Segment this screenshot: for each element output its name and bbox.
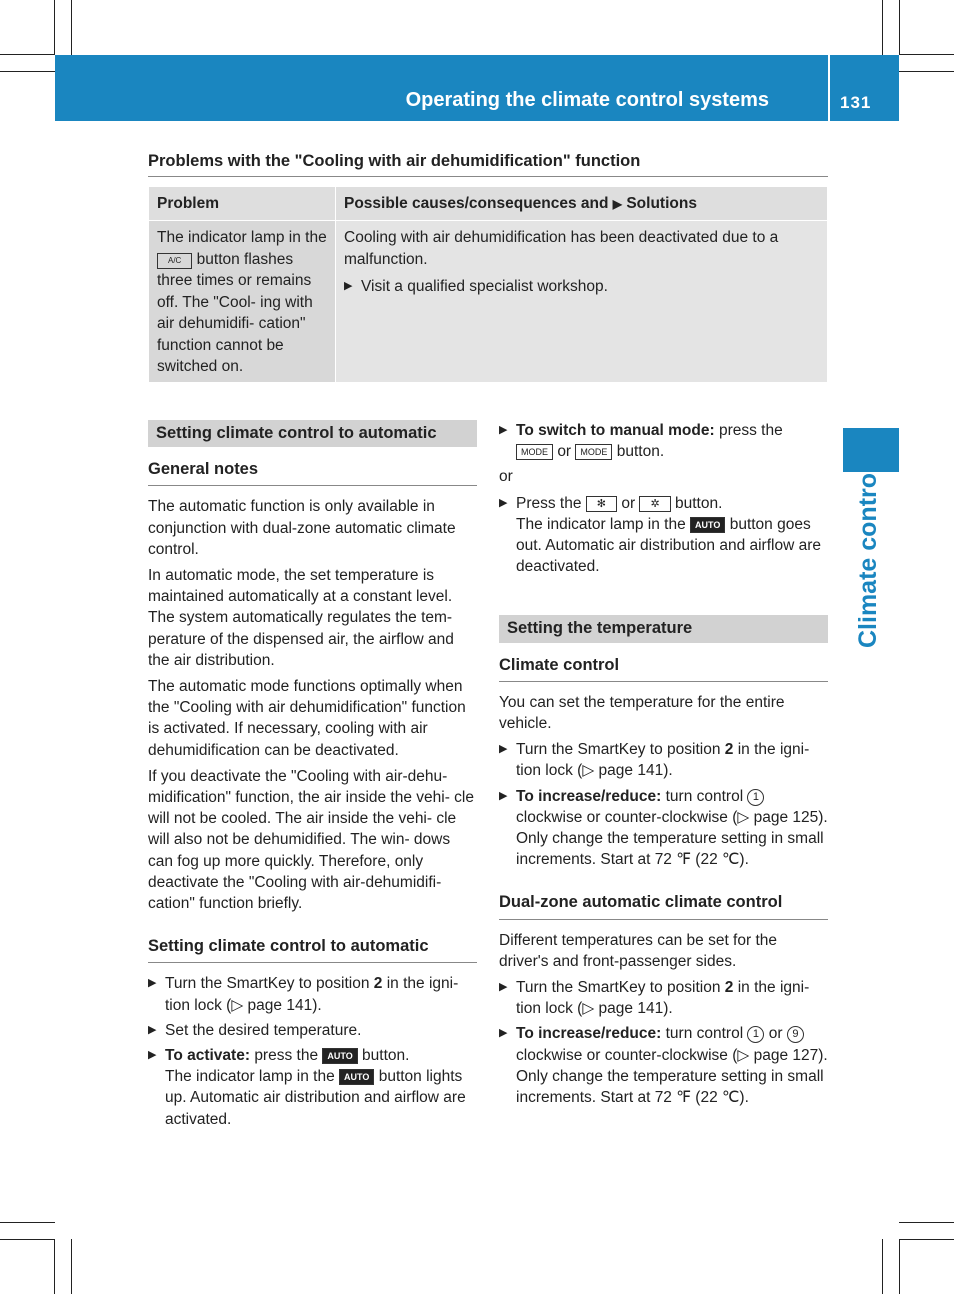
step-text: press the xyxy=(254,1047,319,1065)
step-arrow-icon: ▶ xyxy=(148,1049,157,1062)
cause-text: Cooling with air dehumidification has been deactivated due to a malfunction. xyxy=(344,229,779,268)
instruction-step xyxy=(148,1020,477,1041)
step-note: button goes out. Automatic air distribution and airflow are deactivated. xyxy=(516,515,821,576)
problem-text-pre: The indicator lamp in the xyxy=(157,229,327,246)
step-text: press the xyxy=(718,422,783,439)
instruction-step xyxy=(499,977,828,1019)
mode-up-button-icon: MODE xyxy=(516,444,553,460)
step-text: button. xyxy=(674,494,723,512)
problem-cell xyxy=(149,221,336,383)
step-text: clockwise or counter-clockwise (▷ page 127). Only change the temperature setting in small increments. Start at 72 ℉ (22 ℃). xyxy=(516,1046,828,1107)
shaded-section-title: Setting the temperature xyxy=(499,615,828,642)
step-note: The indicator lamp in the xyxy=(165,1068,335,1086)
side-section-label: Climate control xyxy=(854,466,882,648)
col-solutions xyxy=(336,187,828,221)
paragraph: In automatic mode, the set temperature is maintained automatically at a constant level. The system automatically regulates the tem- perature of the dispensed air, the airflow and the air distribution. xyxy=(148,567,454,669)
right-column xyxy=(499,420,828,1112)
or-separator: or xyxy=(499,468,513,486)
crop-mark xyxy=(0,71,55,72)
step-text: in the igni- tion lock (▷ page 141). xyxy=(516,741,810,780)
step-text: clockwise or counter-clockwise (▷ page 125). Only change the temperature setting in small increments. Start at 72 ℉ (22 ℃). xyxy=(516,808,828,869)
step-text: Turn the SmartKey to position xyxy=(165,975,370,993)
auto-button-icon: AUTO xyxy=(339,1069,374,1085)
mode-down-button-icon: MODE xyxy=(575,444,612,460)
step-arrow-icon: ▶ xyxy=(499,496,508,509)
step-text: Turn the SmartKey to position xyxy=(516,741,721,759)
step-text: in the igni- tion lock (▷ page 141). xyxy=(165,975,459,1014)
step-text: Set the desired temperature. xyxy=(165,1021,362,1039)
paragraph: If you deactivate the "Cooling with air-dehu- midification" function, the air inside the vehi- cle will not be cooled. The air inside the vehi- cle will also not be dehumidified. The win- dows can fog up more quickly. Therefore, only deactivate the "Cooling with air-dehumidifi- cation" function briefly. xyxy=(148,767,474,913)
auto-subsection-title: Setting climate control to automatic xyxy=(148,936,477,963)
crop-mark xyxy=(71,1239,72,1294)
position-number: 2 xyxy=(724,979,734,997)
step-text: or xyxy=(557,443,572,461)
problems-table xyxy=(148,186,828,383)
control-number-icon: 1 xyxy=(747,1026,764,1043)
fan-up-button-icon: ✻ xyxy=(586,496,617,512)
crop-mark xyxy=(899,0,900,55)
col-problem: Problem xyxy=(149,187,336,221)
solution-cell xyxy=(336,221,828,383)
step-text: button. xyxy=(362,1047,410,1065)
crop-mark xyxy=(54,0,55,55)
crop-mark xyxy=(0,1239,55,1240)
step-arrow-icon: ▶ xyxy=(499,424,508,436)
step-text: or xyxy=(621,494,636,512)
page-title: Operating the climate control systems xyxy=(405,89,769,111)
crop-mark xyxy=(54,1239,55,1294)
solution-step xyxy=(344,276,819,298)
step-text: Press the xyxy=(516,494,582,512)
instruction-step xyxy=(499,1023,828,1108)
ac-button-icon: A/C xyxy=(157,253,192,269)
auto-button-icon: AUTO xyxy=(690,517,725,533)
step-note: The indicator lamp in the xyxy=(516,515,686,533)
page-header xyxy=(55,55,899,121)
instruction-step xyxy=(499,420,828,462)
instruction-step xyxy=(148,973,477,1015)
auto-button-icon: AUTO xyxy=(322,1048,357,1064)
crop-mark xyxy=(882,1239,883,1294)
crop-mark xyxy=(899,54,954,55)
paragraph: You can set the temperature for the entire vehicle. xyxy=(499,693,785,733)
position-number: 2 xyxy=(373,975,383,993)
step-bold-label: To switch to manual mode: xyxy=(516,422,715,439)
header-divider xyxy=(828,55,830,121)
crop-mark xyxy=(899,71,954,72)
crop-mark xyxy=(0,1222,55,1223)
step-text: turn control xyxy=(665,1025,744,1043)
paragraph: The automatic mode functions optimally when the "Cooling with air dehumidification" function is activated. If necessary, cooling with air dehumidification can be deactivated. xyxy=(148,678,466,759)
step-text: button. xyxy=(616,443,665,461)
instruction-step xyxy=(499,493,828,578)
climate-control-title: Climate control xyxy=(499,655,828,682)
crop-mark xyxy=(899,1222,954,1223)
instruction-step xyxy=(499,739,828,781)
step-arrow-icon: ▶ xyxy=(148,1023,157,1036)
shaded-section-title: Setting climate control to automatic xyxy=(148,420,477,447)
crop-mark xyxy=(0,54,55,55)
step-arrow-icon: ▶ xyxy=(499,743,508,756)
left-column xyxy=(148,420,477,1134)
instruction-step xyxy=(148,1045,477,1130)
paragraph: Different temperatures can be set for the driver's and front-passenger sides. xyxy=(499,931,778,970)
col-solutions-pre: Possible causes/consequences and xyxy=(344,195,609,212)
step-text: in the igni- tion lock (▷ page 141). xyxy=(516,979,810,1018)
step-arrow-icon: ▶ xyxy=(499,981,508,994)
step-text: turn control xyxy=(665,787,744,805)
dual-zone-title: Dual-zone automatic climate control xyxy=(499,892,828,919)
step-arrow-icon: ▶ xyxy=(344,280,353,292)
page-number: 131 xyxy=(840,93,872,112)
problems-section-title: Problems with the "Cooling with air dehumidification" function xyxy=(148,152,828,177)
step-note: button lights up. Automatic air distribution and airflow are activated. xyxy=(165,1068,466,1128)
step-bold-label: To increase/reduce: xyxy=(516,787,662,805)
control-number-icon: 1 xyxy=(747,789,764,806)
step-arrow-icon: ▶ xyxy=(499,1027,508,1040)
step-arrow-icon: ▶ xyxy=(148,977,157,990)
position-number: 2 xyxy=(724,741,734,759)
step-bold-label: To increase/reduce: xyxy=(516,1025,662,1043)
fan-down-button-icon: ✲ xyxy=(639,496,670,512)
general-notes-title: General notes xyxy=(148,459,477,486)
crop-mark xyxy=(899,1239,900,1294)
problem-text-post: button flashes three times or remains off. The "Cool- ing with air dehumidifi- cation" function cannot be switched on. xyxy=(157,250,313,375)
crop-mark xyxy=(899,1239,954,1240)
solution-text: Visit a qualified specialist workshop. xyxy=(361,278,608,295)
step-bold-label: To activate: xyxy=(165,1047,250,1065)
solution-arrow-icon: ▶ xyxy=(612,197,623,211)
step-text: Turn the SmartKey to position xyxy=(516,979,721,997)
col-solutions-post: Solutions xyxy=(626,195,697,212)
step-text: or xyxy=(768,1025,783,1043)
table-header-row xyxy=(149,187,828,221)
paragraph: The automatic function is only available in conjunction with dual-zone automatic climate control. xyxy=(148,498,456,558)
instruction-step xyxy=(499,786,828,871)
table-row xyxy=(149,221,828,383)
control-number-icon: 9 xyxy=(787,1026,804,1043)
crop-mark xyxy=(882,0,883,55)
step-arrow-icon: ▶ xyxy=(499,789,508,802)
crop-mark xyxy=(71,0,72,55)
